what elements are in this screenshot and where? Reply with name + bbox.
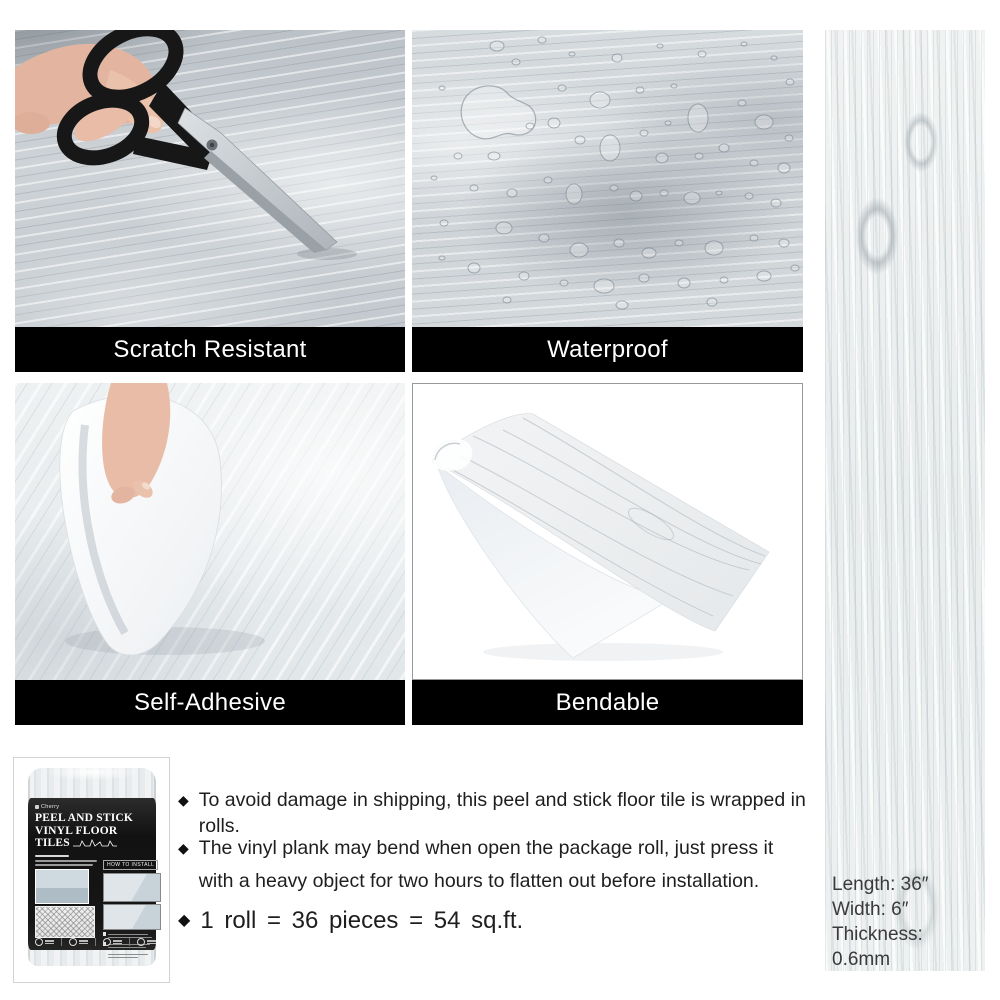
- bendable-photo: [412, 383, 803, 680]
- note-text: To avoid damage in shipping, this peel and stick floor tile is wrapped in rolls.: [198, 789, 806, 837]
- water-droplets-illustration: [412, 30, 803, 327]
- scratch-photo: [15, 30, 405, 327]
- caption-label: Scratch Resistant: [113, 335, 307, 363]
- label-title: [35, 812, 151, 850]
- label-title-line2: VINYL FLOOR: [35, 824, 118, 837]
- label-title-line1: PEEL AND STICK: [35, 812, 134, 824]
- brand-logo-icon: [35, 805, 39, 809]
- plank-thickness: Thickness: 0.6mm: [832, 924, 923, 970]
- feature-panel-scratch: [15, 30, 405, 372]
- feature-caption-scratch: [15, 327, 405, 372]
- how-to-install-heading: HOW TO INSTALL: [103, 860, 158, 870]
- plank-sample: [825, 30, 985, 971]
- room-photo-thumbnail: [35, 869, 89, 904]
- peeling-backing-illustration: [15, 383, 405, 680]
- caption-label: Bendable: [555, 688, 660, 716]
- roll-label: [28, 798, 156, 950]
- label-title-line3: TILES: [35, 837, 70, 849]
- diamond-bullet-icon: ◆: [178, 840, 189, 856]
- brand-name: Cherry: [41, 803, 60, 810]
- plank-width: Width: 6″: [832, 899, 909, 920]
- feature-panel-waterproof: [412, 30, 803, 372]
- feature-panel-adhesive: [15, 383, 405, 725]
- caption-label: Self-Adhesive: [134, 688, 286, 716]
- feature-icon: [35, 938, 43, 946]
- herringbone-pattern-swatch: [35, 906, 95, 938]
- mini-bullet-icon: [103, 932, 107, 936]
- diamond-bullet-icon: ◆: [178, 792, 189, 808]
- feature-icon: [69, 938, 77, 946]
- install-step-thumbnail: [103, 873, 161, 902]
- caption-label: Waterproof: [547, 335, 668, 363]
- diamond-bullet-icon: ◆: [178, 912, 191, 929]
- feature-caption-bendable: [412, 680, 803, 725]
- label-feature-icons: [35, 938, 156, 946]
- coverage-note: [178, 906, 523, 936]
- plank-length: Length: 36″: [832, 874, 929, 895]
- bent-plank-illustration: [413, 384, 802, 679]
- feature-icon: [103, 938, 111, 946]
- waterproof-photo: [412, 30, 803, 327]
- note-text: The vinyl plank may bend when open the package roll, just press it with a heavy object for two hours to flatten out before installation.: [198, 837, 774, 892]
- note-text: 1 roll = 36 pieces = 54 sq.ft.: [200, 907, 524, 934]
- vinyl-roll: [28, 768, 156, 966]
- feature-caption-waterproof: [412, 327, 803, 372]
- roll-photo-panel: [13, 757, 170, 983]
- flatten-note: [178, 832, 803, 897]
- feature-caption-adhesive: [15, 680, 405, 725]
- scissors-illustration: [15, 30, 405, 327]
- install-step-thumbnail: [103, 904, 161, 930]
- self-adhesive-photo: [15, 383, 405, 680]
- heartbeat-line-icon: [73, 839, 117, 848]
- brand-row: [35, 803, 151, 810]
- plank-dimensions: [832, 872, 985, 972]
- mini-bullet-icon: [103, 952, 107, 956]
- feature-panel-bendable: [412, 383, 803, 725]
- feature-icon: [137, 938, 145, 946]
